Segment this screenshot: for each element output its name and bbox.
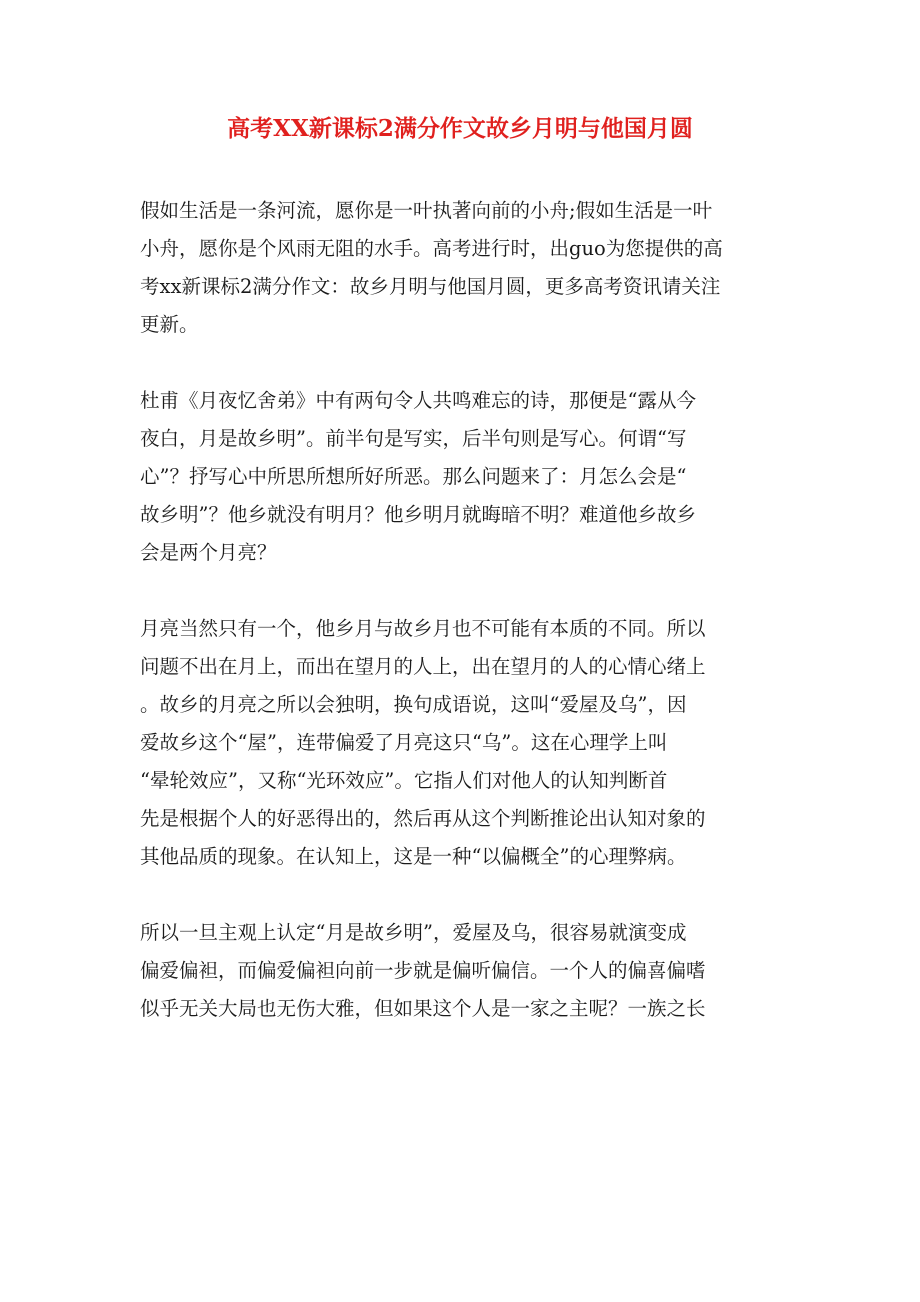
paragraph-bias bbox=[140, 914, 780, 1028]
text-line: 会是两个月亮？ bbox=[140, 541, 277, 564]
text-line: 夜白，月是故乡明”。前半句是写实，后半句则是写心。何谓“写 bbox=[140, 427, 687, 450]
text-line: 所以一旦主观上认定“月是故乡明”，爱屋及乌，很容易就演变成 bbox=[140, 921, 687, 944]
paragraph-intro bbox=[140, 192, 780, 344]
text-line: 爱故乡这个“屋”，连带偏爱了月亮这只“乌”。这在心理学上叫 bbox=[140, 731, 668, 754]
text-line: 偏爱偏袒，而偏爱偏袒向前一步就是偏听偏信。一个人的偏喜偏嗜 bbox=[140, 959, 706, 982]
document-title: 高考XX新课标2满分作文故乡月明与他国月圆 bbox=[227, 115, 693, 142]
paragraph-dufu-poem bbox=[140, 382, 780, 572]
text-line: 小舟，愿你是个风雨无阻的水手。高考进行时，出guo为您提供的高 bbox=[140, 237, 723, 260]
text-line: 杜甫《月夜忆舍弟》中有两句令人共鸣难忘的诗，那便是“露从今 bbox=[140, 389, 696, 412]
text-line: 。故乡的月亮之所以会独明，换句成语说，这叫“爱屋及乌”，因 bbox=[140, 693, 687, 716]
text-line: 先是根据个人的好恶得出的，然后再从这个判断推论出认知对象的 bbox=[140, 807, 706, 830]
text-line: 考xx新课标2满分作文：故乡月明与他国月圆，更多高考资讯请关注 bbox=[140, 275, 721, 298]
text-line: “晕轮效应”，又称“光环效应”。它指人们对他人的认知判断首 bbox=[140, 769, 668, 792]
text-line: 更新。 bbox=[140, 313, 199, 336]
text-line: 故乡明”？他乡就没有明月？他乡明月就晦暗不明？难道他乡故乡 bbox=[140, 503, 696, 526]
text-line: 似乎无关大局也无伤大雅，但如果这个人是一家之主呢？一族之长 bbox=[140, 997, 706, 1020]
text-line: 心”？抒写心中所思所想所好所恶。那么问题来了：月怎么会是“ bbox=[140, 465, 687, 488]
text-line: 月亮当然只有一个，他乡月与故乡月也不可能有本质的不同。所以 bbox=[140, 617, 706, 640]
text-line: 其他品质的现象。在认知上，这是一种“以偏概全”的心理弊病。 bbox=[140, 845, 687, 868]
text-line: 假如生活是一条河流，愿你是一叶执著向前的小舟;假如生活是一叶 bbox=[140, 199, 713, 222]
paragraph-halo-effect bbox=[140, 610, 780, 876]
text-line: 问题不出在月上，而出在望月的人上，出在望月的人的心情心绪上 bbox=[140, 655, 706, 678]
